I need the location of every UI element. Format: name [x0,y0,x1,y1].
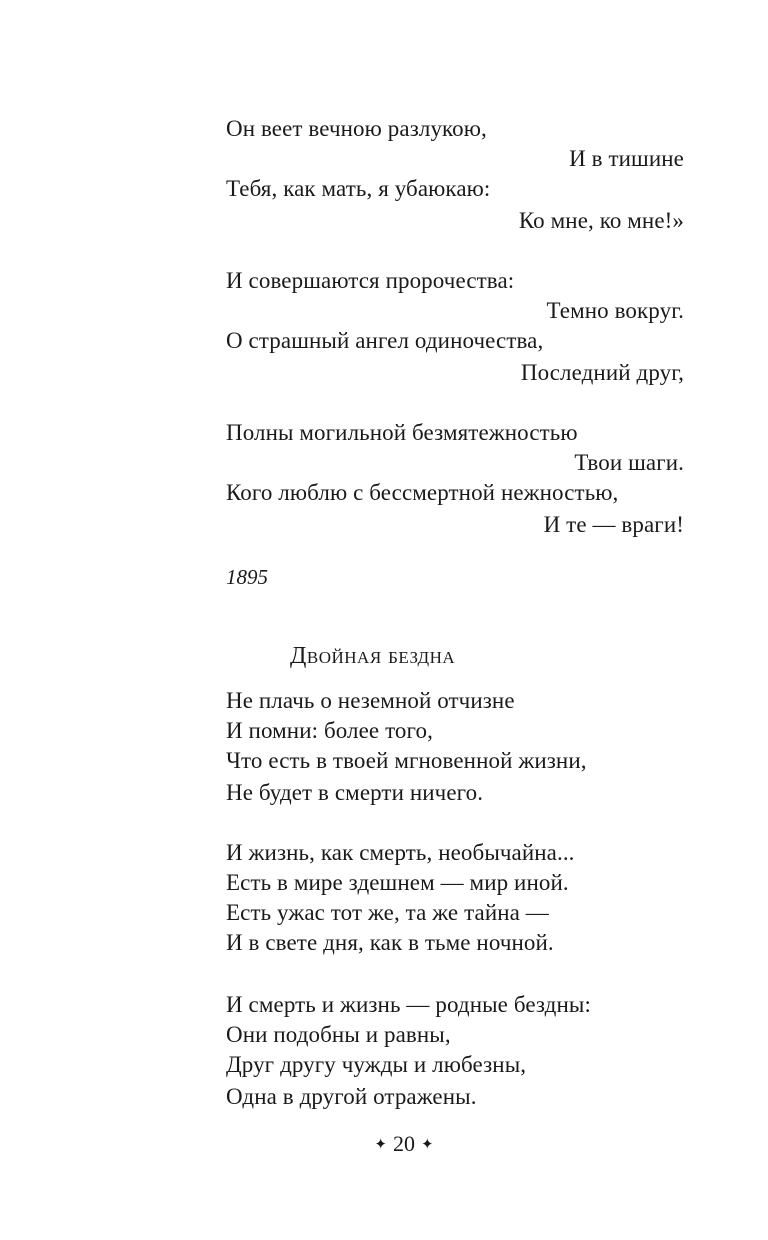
ornament-right-icon: ✦ [421,1137,434,1153]
poem-line-indented: И в тишине [569,146,684,171]
poem-line-indented: Ко мне, ко мне!» [518,208,684,233]
poem-line: Они подобны и равны, [226,1022,451,1047]
poem-line: Одна в другой отражены. [226,1084,477,1109]
poem-line: Есть ужас тот же, та же тайна — [226,900,549,925]
poem-line: Друг другу чужды и любезны, [226,1052,527,1077]
poem-line: О страшный ангел одиночества, [226,328,544,353]
poem-line: Он веет вечною разлукою, [226,116,487,141]
poem-line: Что есть в твоей мгновенной жизни, [226,748,587,773]
ornament-left-icon: ✦ [374,1137,387,1153]
page-number-value: 20 [393,1131,415,1156]
poem-line: И в свете дня, как в тьме ночной. [226,930,554,955]
poem-line-indented: Темно вокруг. [546,298,684,323]
poem-line-indented: И те — враги! [543,512,684,537]
page-number [0,1130,768,1159]
poem-line: И совершаются пророчества: [226,268,515,293]
poem-date: 1895 [226,565,268,589]
poem-line-indented: Последний друг, [520,360,684,385]
poem-line-indented: Твои шаги. [574,450,684,475]
poem-line: Полны могильной безмятежностью [226,420,578,445]
poem-line: Есть в мире здешнем — мир иной. [226,870,569,895]
poem-line: И смерть и жизнь — родные бездны: [226,992,591,1017]
poem-title: Двойная бездна [290,643,456,669]
poem-line: Тебя, как мать, я убаюкаю: [226,176,491,201]
poem-line: И помни: более того, [226,718,433,743]
poem-line: Не будет в смерти ничего. [226,780,484,805]
poem-line: Не плачь о неземной отчизне [226,688,515,713]
poem-line: И жизнь, как смерть, необычайна... [226,840,575,865]
poem-line: Кого люблю с бессмертной нежностью, [226,480,619,505]
